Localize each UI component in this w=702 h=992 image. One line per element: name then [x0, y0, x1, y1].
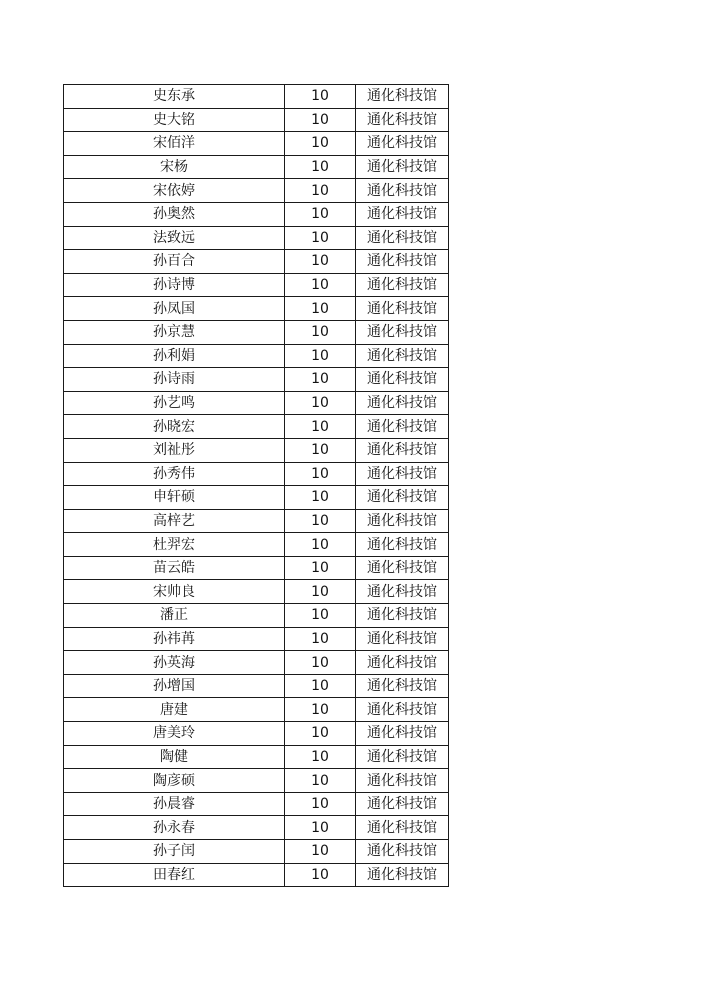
name-cell: 唐建 — [64, 698, 285, 722]
score-cell: 10 — [285, 533, 356, 557]
name-cell: 宋帅良 — [64, 580, 285, 604]
name-cell: 史东承 — [64, 85, 285, 109]
table-row — [64, 415, 449, 439]
score-cell: 10 — [285, 391, 356, 415]
name-cell: 陶彦硕 — [64, 769, 285, 793]
venue-cell: 通化科技馆 — [356, 155, 449, 179]
venue-cell: 通化科技馆 — [356, 368, 449, 392]
score-cell: 10 — [285, 722, 356, 746]
table-row — [64, 179, 449, 203]
score-cell: 10 — [285, 179, 356, 203]
table-row — [64, 486, 449, 510]
name-cell: 宋佰洋 — [64, 132, 285, 156]
venue-cell: 通化科技馆 — [356, 533, 449, 557]
venue-cell: 通化科技馆 — [356, 792, 449, 816]
score-cell: 10 — [285, 344, 356, 368]
name-cell: 陶健 — [64, 745, 285, 769]
table-row — [64, 604, 449, 628]
venue-cell: 通化科技馆 — [356, 863, 449, 887]
table-row — [64, 816, 449, 840]
name-cell: 孙诗雨 — [64, 368, 285, 392]
score-cell: 10 — [285, 769, 356, 793]
table-row — [64, 250, 449, 274]
name-cell: 杜羿宏 — [64, 533, 285, 557]
score-cell: 10 — [285, 651, 356, 675]
name-cell: 法致远 — [64, 226, 285, 250]
venue-cell: 通化科技馆 — [356, 674, 449, 698]
venue-cell: 通化科技馆 — [356, 651, 449, 675]
venue-cell: 通化科技馆 — [356, 250, 449, 274]
score-cell: 10 — [285, 320, 356, 344]
table-row — [64, 745, 449, 769]
table-row — [64, 722, 449, 746]
venue-cell: 通化科技馆 — [356, 438, 449, 462]
name-cell: 孙晓宏 — [64, 415, 285, 439]
name-cell: 孙子闰 — [64, 840, 285, 864]
venue-cell: 通化科技馆 — [356, 486, 449, 510]
score-cell: 10 — [285, 792, 356, 816]
venue-cell: 通化科技馆 — [356, 132, 449, 156]
name-cell: 孙利娟 — [64, 344, 285, 368]
table-row — [64, 792, 449, 816]
venue-cell: 通化科技馆 — [356, 85, 449, 109]
table-row — [64, 368, 449, 392]
table-row — [64, 651, 449, 675]
venue-cell: 通化科技馆 — [356, 297, 449, 321]
score-cell: 10 — [285, 250, 356, 274]
name-cell: 潘正 — [64, 604, 285, 628]
venue-cell: 通化科技馆 — [356, 202, 449, 226]
venue-cell: 通化科技馆 — [356, 320, 449, 344]
name-cell: 孙英海 — [64, 651, 285, 675]
score-cell: 10 — [285, 627, 356, 651]
score-cell: 10 — [285, 556, 356, 580]
table-row — [64, 132, 449, 156]
score-cell: 10 — [285, 674, 356, 698]
table-row — [64, 273, 449, 297]
name-cell: 孙艺鸣 — [64, 391, 285, 415]
score-cell: 10 — [285, 840, 356, 864]
name-cell: 史大铭 — [64, 108, 285, 132]
name-cell: 孙诗博 — [64, 273, 285, 297]
table-row — [64, 155, 449, 179]
score-cell: 10 — [285, 509, 356, 533]
name-cell: 孙百合 — [64, 250, 285, 274]
table-row — [64, 863, 449, 887]
score-cell: 10 — [285, 415, 356, 439]
venue-cell: 通化科技馆 — [356, 580, 449, 604]
table-row — [64, 840, 449, 864]
name-cell: 宋依婷 — [64, 179, 285, 203]
venue-cell: 通化科技馆 — [356, 816, 449, 840]
score-cell: 10 — [285, 462, 356, 486]
table-row — [64, 509, 449, 533]
score-cell: 10 — [285, 604, 356, 628]
name-cell: 孙祎苒 — [64, 627, 285, 651]
table-row — [64, 344, 449, 368]
score-cell: 10 — [285, 297, 356, 321]
table-row — [64, 533, 449, 557]
score-cell: 10 — [285, 202, 356, 226]
table-row — [64, 627, 449, 651]
venue-cell: 通化科技馆 — [356, 391, 449, 415]
table-row — [64, 580, 449, 604]
table-row — [64, 438, 449, 462]
venue-cell: 通化科技馆 — [356, 344, 449, 368]
score-cell: 10 — [285, 85, 356, 109]
name-cell: 刘祉彤 — [64, 438, 285, 462]
name-cell: 孙京慧 — [64, 320, 285, 344]
name-cell: 申轩硕 — [64, 486, 285, 510]
name-cell: 孙秀伟 — [64, 462, 285, 486]
venue-cell: 通化科技馆 — [356, 604, 449, 628]
score-cell: 10 — [285, 108, 356, 132]
table-row — [64, 297, 449, 321]
venue-cell: 通化科技馆 — [356, 509, 449, 533]
table-row — [64, 85, 449, 109]
venue-cell: 通化科技馆 — [356, 722, 449, 746]
roster-table-body — [64, 85, 449, 887]
name-cell: 孙增国 — [64, 674, 285, 698]
table-row — [64, 674, 449, 698]
venue-cell: 通化科技馆 — [356, 108, 449, 132]
venue-cell: 通化科技馆 — [356, 462, 449, 486]
table-row — [64, 391, 449, 415]
score-cell: 10 — [285, 698, 356, 722]
name-cell: 田春红 — [64, 863, 285, 887]
table-row — [64, 698, 449, 722]
venue-cell: 通化科技馆 — [356, 627, 449, 651]
score-cell: 10 — [285, 155, 356, 179]
score-cell: 10 — [285, 486, 356, 510]
venue-cell: 通化科技馆 — [356, 179, 449, 203]
venue-cell: 通化科技馆 — [356, 556, 449, 580]
venue-cell: 通化科技馆 — [356, 415, 449, 439]
table-row — [64, 769, 449, 793]
score-cell: 10 — [285, 273, 356, 297]
venue-cell: 通化科技馆 — [356, 769, 449, 793]
table-row — [64, 202, 449, 226]
venue-cell: 通化科技馆 — [356, 840, 449, 864]
name-cell: 宋杨 — [64, 155, 285, 179]
name-cell: 孙凤国 — [64, 297, 285, 321]
roster-table — [63, 84, 449, 887]
score-cell: 10 — [285, 132, 356, 156]
score-cell: 10 — [285, 438, 356, 462]
table-row — [64, 320, 449, 344]
name-cell: 孙晨睿 — [64, 792, 285, 816]
name-cell: 孙奥然 — [64, 202, 285, 226]
venue-cell: 通化科技馆 — [356, 226, 449, 250]
table-row — [64, 226, 449, 250]
score-cell: 10 — [285, 580, 356, 604]
name-cell: 唐美玲 — [64, 722, 285, 746]
score-cell: 10 — [285, 226, 356, 250]
name-cell: 苗云皓 — [64, 556, 285, 580]
venue-cell: 通化科技馆 — [356, 273, 449, 297]
table-row — [64, 556, 449, 580]
table-row — [64, 462, 449, 486]
venue-cell: 通化科技馆 — [356, 745, 449, 769]
roster-sheet — [63, 84, 448, 887]
score-cell: 10 — [285, 368, 356, 392]
table-row — [64, 108, 449, 132]
score-cell: 10 — [285, 745, 356, 769]
score-cell: 10 — [285, 816, 356, 840]
score-cell: 10 — [285, 863, 356, 887]
name-cell: 孙永春 — [64, 816, 285, 840]
venue-cell: 通化科技馆 — [356, 698, 449, 722]
name-cell: 高梓艺 — [64, 509, 285, 533]
